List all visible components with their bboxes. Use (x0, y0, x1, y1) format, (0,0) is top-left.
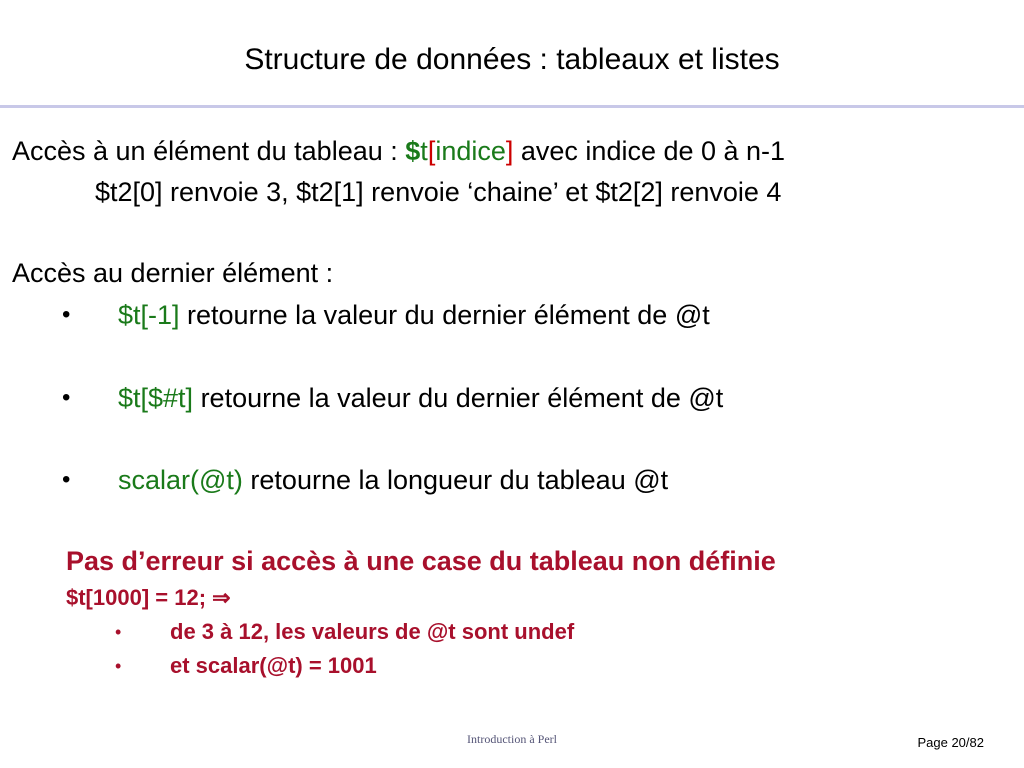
bullet-dot: • (62, 466, 71, 493)
access-line (12, 134, 785, 168)
page-number: Page 20/82 (917, 735, 984, 750)
title-divider (0, 105, 1024, 108)
access-dollar: $ (405, 136, 421, 166)
bullet-dot: • (115, 622, 122, 642)
access-prefix: Accès à un élément du tableau : (12, 136, 406, 166)
access-t: t (420, 136, 428, 166)
last-bullet-1 (118, 298, 710, 332)
footer-title: Introduction à Perl (467, 732, 557, 746)
note-line: $t[1000] = 12; ⇒ (66, 585, 231, 610)
bullet-dot: • (115, 656, 122, 676)
last-bullet-2 (118, 381, 723, 415)
bullet-dot: • (62, 301, 71, 328)
last-bullet-3 (118, 463, 668, 497)
note-heading: Pas d’erreur si accès à une case du tableau non définie (66, 546, 776, 576)
last-heading: Accès au dernier élément : (12, 258, 334, 288)
slide-title: Structure de données : tableaux et listes (244, 43, 780, 76)
note-bullet-2: et scalar(@t) = 1001 (170, 653, 377, 678)
bullet-dot: • (62, 384, 71, 411)
access-indice: indice (435, 136, 506, 166)
last-bullet-2-text: retourne la valeur du dernier élément de @t (193, 383, 724, 413)
last-bullet-1-code: $t[-1] (118, 300, 180, 330)
access-close-bracket: ] (505, 136, 514, 166)
access-suffix: avec indice de 0 à n-1 (513, 136, 786, 166)
last-bullet-3-code: scalar(@t) (118, 465, 243, 495)
note-bullet-1: de 3 à 12, les valeurs de @t sont undef (170, 619, 575, 644)
access-open-bracket: [ (427, 136, 436, 166)
access-example: $t2[0] renvoie 3, $t2[1] renvoie ‘chaine’ et $t2[2] renvoie 4 (95, 177, 782, 207)
last-bullet-1-text: retourne la valeur du dernier élément de @t (179, 300, 710, 330)
last-bullet-2-code: $t[$#t] (118, 383, 194, 413)
last-bullet-3-text: retourne la longueur du tableau @t (242, 465, 669, 495)
